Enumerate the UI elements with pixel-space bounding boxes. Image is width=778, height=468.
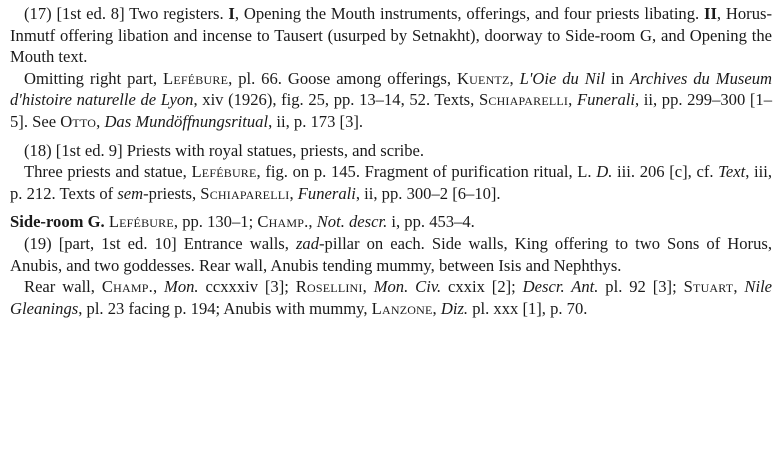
- text-run: ,: [289, 183, 298, 203]
- text-run: , Horus-Inmutf offering libation and incense to Tausert (usurped by Setnakht), doorway to Side-room G, and Opening the Mouth text.: [10, 4, 772, 67]
- author-name: Lanzone: [371, 298, 433, 318]
- text-run: ,: [308, 212, 317, 232]
- text-run: Rear wall,: [24, 277, 102, 297]
- text-run: , ii, pp. 299–300 [1–5]. See: [10, 90, 773, 131]
- entry-17-references: [10, 68, 772, 133]
- entry-18-references: [10, 161, 772, 204]
- italic-run: Funerali: [576, 90, 636, 110]
- text-run: in: [605, 68, 630, 88]
- text-run: ,: [432, 298, 441, 318]
- side-room-g-heading: [10, 211, 772, 233]
- author-name: Rosellini: [295, 277, 363, 297]
- text-run: (18) [1st ed. 9] Priests with royal statues, priests, and scribe.: [24, 140, 425, 160]
- text-run: ,: [568, 90, 577, 110]
- text-run: ,: [152, 277, 164, 297]
- text-run: -priests,: [143, 183, 201, 203]
- entry-19: [10, 233, 772, 276]
- author-name: Otto: [60, 111, 97, 131]
- italic-run: Funerali: [297, 183, 356, 203]
- italic-run: Das Mundöffnungsritual: [104, 111, 269, 131]
- text-run: , ii, pp. 300–2 [6–10].: [355, 183, 501, 203]
- italic-run: L'Oie du Nil: [519, 68, 606, 88]
- text-run: Three priests and statue,: [24, 162, 192, 182]
- italic-run: Mon. Civ.: [373, 277, 442, 297]
- italic-run: Archives du Museum d'histoire naturelle de Lyon: [10, 68, 772, 110]
- italic-run: sem: [117, 183, 144, 203]
- author-name: Lefébure: [163, 68, 229, 88]
- italic-run: D.: [596, 162, 613, 182]
- text-run: cxxix [2];: [441, 277, 523, 297]
- author-name: Champ.: [257, 212, 309, 232]
- text-run: pl. xxx [1], p. 70.: [468, 298, 588, 318]
- entry-18: [10, 140, 772, 162]
- text-run: iii. 206 [c], cf.: [612, 162, 719, 182]
- author-name: Schiaparelli: [478, 90, 569, 110]
- bold-run: II: [704, 4, 717, 23]
- text-run: ccxxxiv [3];: [198, 277, 296, 297]
- text-run: ,: [733, 277, 745, 297]
- author-name: Kuentz: [456, 68, 510, 88]
- italic-run: Not. descr.: [316, 212, 388, 232]
- text-run: , xiv (1926), fig. 25, pp. 13–14, 52. Texts,: [193, 90, 479, 110]
- text-run: ,: [362, 277, 374, 297]
- entry-19-references: [10, 276, 772, 319]
- text-run: Omitting right part,: [24, 68, 164, 88]
- italic-run: zad: [295, 233, 320, 253]
- author-name: Stuart: [683, 277, 734, 297]
- text-run: ,: [509, 68, 520, 88]
- author-name: Champ.: [101, 277, 153, 297]
- italic-run: Mon.: [164, 277, 199, 297]
- text-run: , ii, p. 173 [3].: [268, 111, 364, 131]
- text-run: , iii, p. 212. Texts of: [10, 162, 773, 203]
- entry-17: [10, 3, 772, 68]
- author-name: Lefébure: [108, 212, 174, 232]
- italic-run: Text: [718, 162, 746, 182]
- text-run: -pillar on each. Side walls, King offering to two Sons of Horus, Anubis, and two goddesses. Rear wall, Anubis tending mummy, between Isis and Nephthys.: [10, 233, 772, 275]
- text-run: , Opening the Mouth instruments, offerings, and four priests libating.: [234, 4, 704, 23]
- bold-run: I: [228, 4, 235, 23]
- italic-run: Diz.: [440, 298, 469, 318]
- bold-run: Side-room G.: [10, 212, 105, 232]
- author-name: Lefébure: [191, 162, 257, 182]
- author-name: Schiaparelli: [200, 183, 290, 203]
- text-run: pl. 92 [3];: [598, 277, 684, 297]
- text-run: i, pp. 453–4.: [387, 212, 475, 232]
- italic-run: Nile Gleanings: [10, 277, 773, 318]
- text-run: , pl. 66. Goose among offerings,: [228, 68, 457, 88]
- text-run: (17) [1st ed. 8] Two registers.: [24, 4, 229, 23]
- paragraph-gap: [10, 204, 772, 211]
- text-run: , fig. on p. 145. Fragment of purification ritual, L.: [256, 162, 597, 182]
- text-run: , pl. 23 facing p. 194; Anubis with mummy,: [78, 298, 372, 318]
- italic-run: Descr. Ant.: [522, 277, 599, 297]
- text-run: ,: [96, 111, 105, 131]
- text-run: , pp. 130–1;: [173, 212, 258, 232]
- paragraph-gap: [10, 133, 772, 140]
- text-run: (19) [part, 1st ed. 10] Entrance walls,: [24, 233, 296, 253]
